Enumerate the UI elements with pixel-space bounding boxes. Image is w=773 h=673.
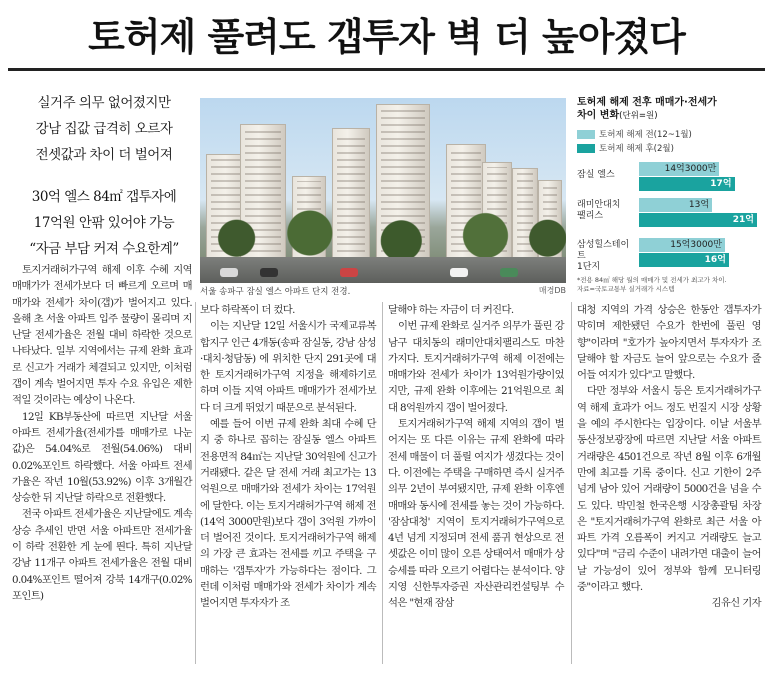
paragraph: 토지거래허가구역 해제 이후 수혜 지역 매매가가 전세가보다 더 빠르게 오르며 매매가와 전세가 차이(갭)가 벌어지고 있다. 올해 초 서울 아파트 입주 물량이 몰리며 지난달 전세가율은 전월 대비 하락한 것으로 나타났다. 일부 지역에서는 규제 완화 효과로 신고가 거래가 체결되고 있지만, 이처럼 갭이 계속 벌어지면 투자 수요 유입은 제한적일 것이라는 예상이 나온다. [12,264,192,407]
category-label: 삼성힐스테이트 1단지 [577,240,630,272]
infographic-title-line1: 토허제 해제 전후 매매가·전세가 [577,97,717,108]
infographic [577,96,759,306]
column-divider [382,302,383,664]
column-divider [571,302,572,664]
data-label: 16억 [704,255,726,265]
headline-rule [8,68,765,71]
photo-caption [200,285,566,297]
data-label: 15억3000만 [670,240,722,250]
article-column-3 [388,302,564,612]
infographic-title [577,96,759,123]
infographic-footnote [577,276,759,294]
data-label: 14억3000만 [664,164,717,174]
footnote-line2: 자료=국토교통부 실거래가 시스템 [577,285,675,293]
category-label: 잠실 엘스 [577,170,615,180]
photo-credit: 매경DB [538,286,566,295]
bar-before [639,198,712,212]
paragraph: 달해야 하는 자금이 더 커진다. [388,304,514,316]
paragraph: 12일 KB부동산에 따르면 지난달 서울 아파트 전세가율(전세가를 매매가로 나눈 값)은 54.04%로 전월(54.06%) 대비 0.02%포인트 하락했다. 서울 아파트 전세가율은 작년 10월(53.92%) 이후 3개월간 상승한 뒤 지난달 하락으로 전환했다. [12,410,192,505]
legend-label-after: 토허제 해제 후(2월) [599,144,674,154]
subhead-line: 17억원 안팎 있어야 가능 [33,215,175,231]
data-label: 17억 [710,179,732,189]
bar-before [639,162,719,176]
legend-swatch-after [577,144,595,153]
column-divider [195,302,196,664]
paragraph: 대청 지역의 가격 상승은 한동안 갭투자가 막히며 제한됐던 수요가 한번에 풀린 영향"이라며 "호가가 높아지면서 투자자가 조달해야 할 자금도 늘어 앞으로는 수요가 줄어들 여지가 있다"고 말했다. [577,304,761,382]
legend-label-before: 토허제 해제 전(12~1월) [599,130,692,140]
data-label: 13억 [688,200,710,210]
subheads [14,90,194,262]
bar-before [639,238,725,252]
subhead-line: 실거주 의무 없어졌지만 [37,95,171,111]
subhead-line: 강남 집값 급격히 오르자 [35,121,173,137]
paragraph: 토지거래허가구역 해제 지역의 갭이 벌어지는 또 다른 이유는 규제 완화에 따라 전세 매물이 더 풀릴 여지가 생겼다는 것이다. 이전에는 주택을 구매하면 즉시 실거주 의무 2년이 부여됐지만, 규제 완화 이후엔 매매와 동시에 전세를 놓는 것이 가능하다. '잠삼대청' 지역이 토지거래허가구역으로 4년 넘게 지정되며 전세 품귀 현상으로 전셋값은 이미 많이 오른 상태여서 매매가 상승세를 따라 오르기 어렵다는 분석이다. 양지영 신한투자증권 자산관리컨설팅부 수석은 "현재 잠삼 [388,418,564,610]
article-column-4 [577,302,761,612]
apartment-photo [200,98,566,283]
article-column-1 [12,262,192,604]
caption-text: 서울 송파구 잠실 엘스 아파트 단지 전경. [200,287,351,297]
legend-item [577,141,759,155]
byline: 김유신 기자 [711,597,761,610]
footnote-line1: *전용 84㎡ 해당 월의 매매가 및 전세가 최고가 차이. [577,276,727,284]
article-column-2 [200,302,376,612]
headline: 토허제 풀려도 갭투자 벽 더 높아졌다 [88,15,685,59]
infographic-title-line2: 차이 변화 [577,110,620,121]
paragraph: 예를 들어 이번 규제 완화 최대 수혜 단지 중 하나로 꼽히는 잠실동 엘스 아파트 전용면적 84㎡는 지난달 30억원에 신고가 거래됐다. 같은 달 전세 거래 최고가는 13억원으로 매매가와 전세가 차이는 17억원에 달한다. 이는 토지거래허가구역 해제 전(14억 3000만원)보다 갭이 3억원 가까이 더 벌어진 것이다. 토지거래허가구역 해제의 가장 큰 효과는 전세를 끼고 주택을 구매하는 '갭투자'가 가능하다는 점이다. 그런데 이처럼 매매가와 전세가 차이가 계속 벌어지면 투자자가 조 [200,418,376,610]
bar-after [639,213,757,227]
subhead-line: “자금 부담 커져 수요한계” [29,241,179,257]
paragraph: 전국 아파트 전세가율은 지난달에도 계속 상승 추세인 반면 서울 아파트만 전세가율이 하락 전환한 게 눈에 띈다. 특히 지난달 강남 11개구 아파트 전세가율은 전월 대비 0.04%포인트 떨어져 강북 14개구(0.02%포인트) [12,508,192,602]
legend-item [577,127,759,141]
category-label: 래미안대치 팰리스 [577,200,621,221]
paragraph: 이번 규제 완화로 실거주 의무가 풀린 강남구 대치동의 래미안대치팰리스도 마찬가지다. 토지거래허가구역 해제 이전에는 매매가와 전세가 차이가 13억원가량이었지만, 규제 완화 이후에는 21억원으로 최대 8억원까지 갭이 벌어졌다. [388,320,564,414]
chart-legend [577,127,759,155]
paragraph: 이는 지난달 12일 서울시가 국제교류복합지구 인근 4개동(송파 잠실동, 강남 삼성·대치·청담동) 에 위치한 단지 291곳에 대한 토지거래허가구역 지정을 해제하기로 하며 이들 지역 아파트 매매가가 전세가보다 더 크게 뛰었기 때문으로 분석된다. [200,320,376,414]
paragraph: 보다 하락폭이 더 컸다. [200,304,295,316]
infographic-unit: (단위=원) [619,111,658,121]
legend-swatch-before [577,130,595,139]
bar-after [639,253,729,267]
data-label: 21억 [732,215,754,225]
subhead-line: 30억 엘스 84㎡ 갭투자에 [31,189,177,205]
bar-after [639,177,735,191]
subhead-line: 전셋값과 차이 더 벌어져 [35,147,173,163]
paragraph: 다만 정부와 서울시 등은 토지거래허가구역 해제 효과가 어느 정도 번질지 시장 상황을 예의 주시한다는 입장이다. 이날 서울부동산정보광장에 따르면 지난달 서울 아파트 거래량은 4501건으로 작년 8월 이후 6개월 만에 최고를 기록 중이다. 신고 기한이 2주 넘게 남아 있어 거래량이 5000건을 넘을 수도 있다. 박민철 한국은행 시장총괄팀 차장은 "토지거래허가구역 완화로 최근 서울 아파트 가격 오름폭이 커지고 거래량도 늘고 있다"며 "금리 수준이 내려가면 대출이 늘어날 가능성이 있어 정부와 함께 모니터링 중"이라고 했다. [577,385,761,594]
